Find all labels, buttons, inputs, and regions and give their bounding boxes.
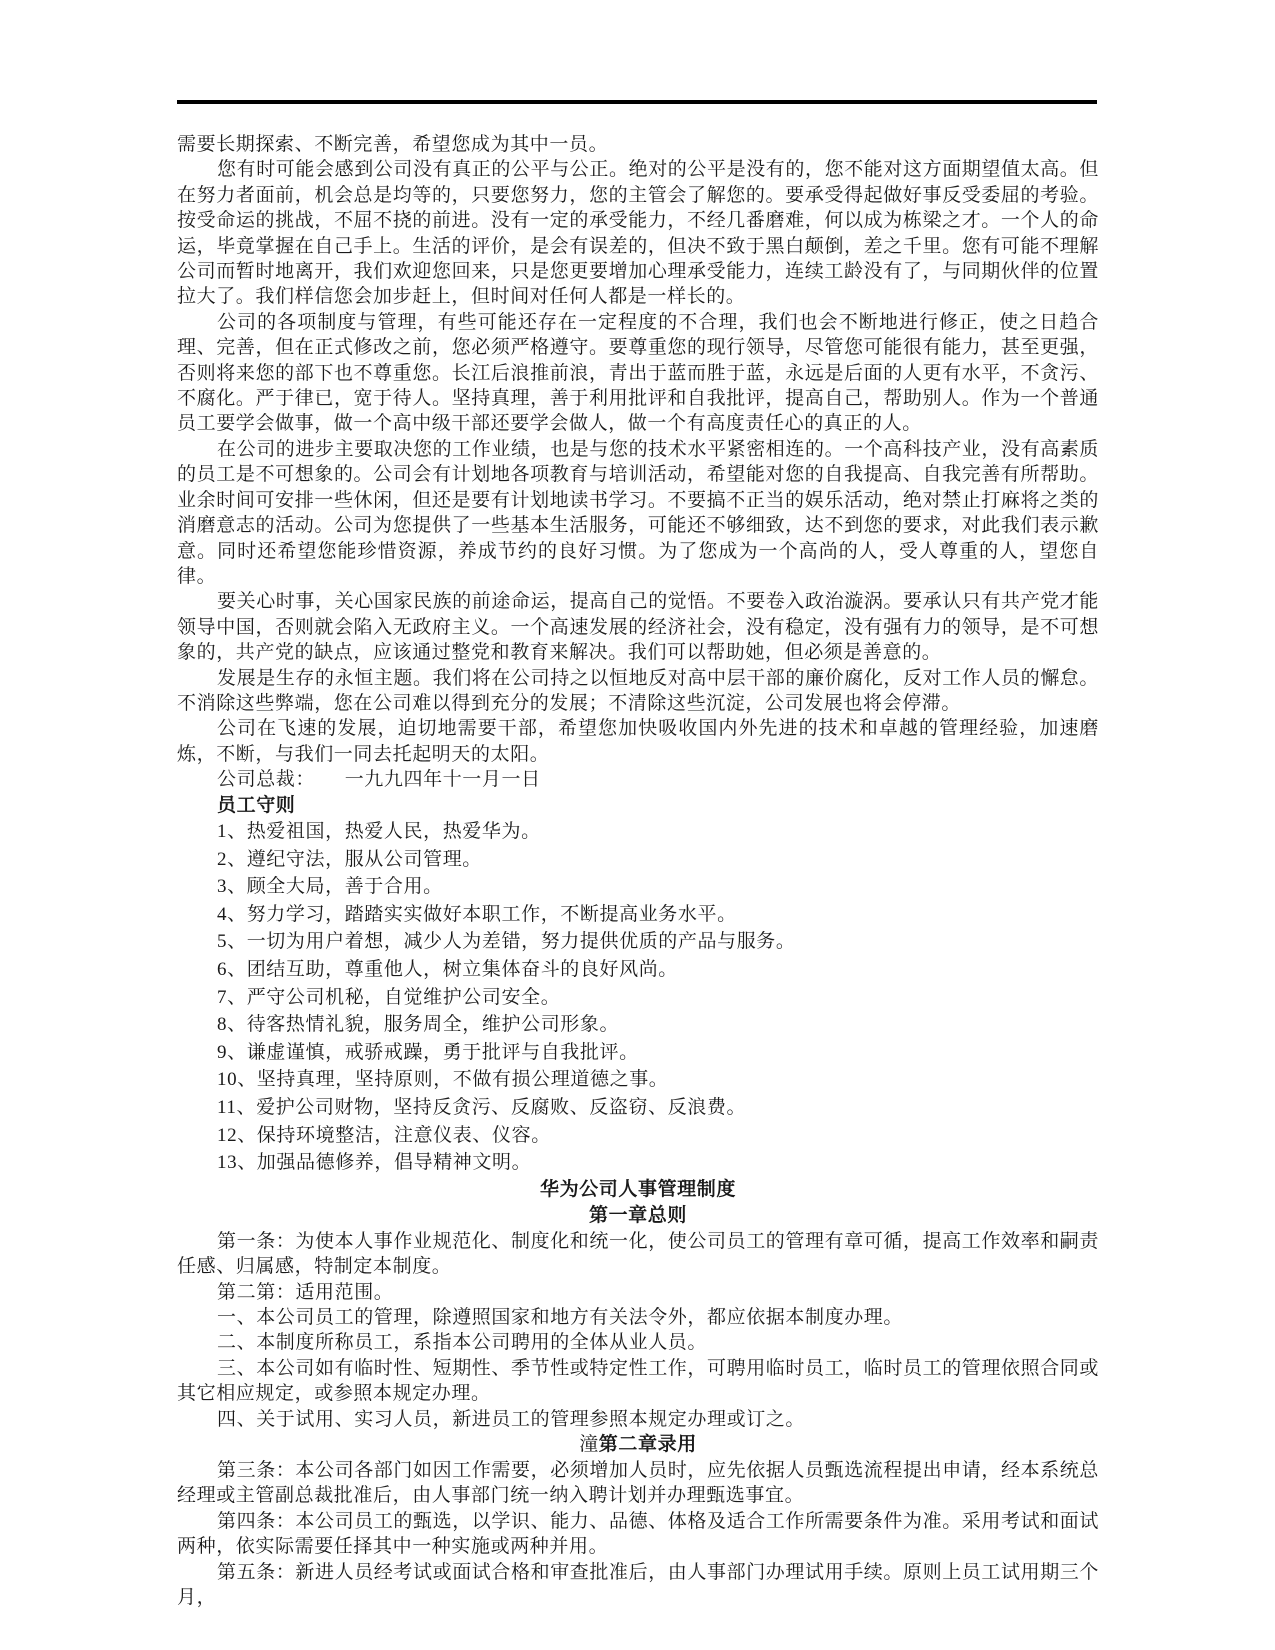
employee-code-item: 9、谦虚谨慎，戒骄戒躁，勇于批评与自我批评。 [217,1041,639,1063]
chapter-1-heading: 第一章总则 [588,1204,687,1226]
intro-paragraph: 公司在飞速的发展，迫切地需要干部，希望您加快吸收国内外先进的技术和卓越的管理经验，加速磨炼，不断，与我们一同去托起明天的太阳。 [177,718,1099,765]
intro-paragraph: 公司的各项制度与管理，有些可能还存在一定程度的不合理，我们也会不断地进行修正，使之日趋合理、完善，但在正式修改之前，您必须严格遵守。要尊重您的现行领导，尽管您可能很有能力，甚至更强，否则将来您的部下也不尊重您。长江后浪推前浪，青出于蓝而胜于蓝，永远是后面的人更有水平，不贪污、不腐化。严于律已，宽于待人。坚持真理，善于利用批评和自我批评，提高自己，帮助别人。作为一个普通员工要学会做事，做一个高中级干部还要学会做人，做一个有高度责任心的真正的人。 [177,311,1099,435]
employee-code-item: 1、热爱祖国，热爱人民，热爱华为。 [217,820,541,842]
chapter-2-heading [177,1432,1099,1458]
employee-code-item: 4、努力学习，踏踏实实做好本职工作，不断提高业务水平。 [217,903,737,925]
chapter-1-item: 二、本制度所称员工，系指本公司聘用的全体从业人员。 [217,1332,708,1354]
chapter-1-item: 一、本公司员工的管理，除遵照国家和地方有关法令外，都应依据本制度办理。 [217,1306,904,1328]
employee-code-item: 11、爱护公司财物，坚持反贪污、反腐败、反盗窃、反浪费。 [217,1096,747,1118]
intro-paragraph: 发展是生存的永恒主题。我们将在公司持之以恒地反对高中层干部的廉价腐化，反对工作人员的懈怠。不消除这些弊端，您在公司难以得到充分的发展；不清除这些沉淀，公司发展也将会停滞。 [177,667,1100,714]
employee-code-item: 2、遵纪守法，服从公司管理。 [217,848,482,870]
chapter-1-item: 第二第：适用范围。 [217,1281,394,1303]
hr-policy-title: 华为公司人事管理制度 [539,1178,736,1200]
chapter-1-item: 四、关于试用、实习人员，新进员工的管理参照本规定办理或订之。 [217,1408,806,1430]
intro-paragraph: 在公司的进步主要取决您的工作业绩，也是与您的技术水平紧密相连的。一个高科技产业，没有高素质的员工是不可想象的。公司会有计划地各项教育与培训活动，希望能对您的自我提高、自我完善有所帮助。业余时间可安排一些休闲，但还是要有计划地读书学习。不要搞不正当的娱乐活动，绝对禁止打麻将之类的消磨意志的活动。公司为您提供了一些基本生活服务，可能还不够细致，达不到您的要求，对此我们表示歉意。同时还希望您能珍惜资源，养成节约的良好习惯。为了您成为一个高尚的人，受人尊重的人，望您自律。 [177,438,1100,587]
chapter-2-heading-prefix: 潼 [579,1433,599,1455]
employee-code-item: 8、待客热情礼貌，服务周全，维护公司形象。 [217,1014,620,1036]
employee-code-item: 7、严守公司机秘，自觉维护公司安全。 [217,986,561,1008]
document-body [177,132,1099,1610]
chapter-2-item: 第四条：本公司员工的甄选，以学识、能力、品德、体格及适合工作所需要条件为准。采用考试和面试两种，依实际需要任择其中一种实施或两种并用。 [177,1510,1100,1558]
employee-code-item: 12、保持环境整洁，注意仪表、仪容。 [217,1124,551,1146]
president-signature-line: 公司总裁： 一九九四年十一月一日 [217,769,541,791]
employee-code-item: 5、一切为用户着想，减少人为差错，努力提供优质的产品与服务。 [217,931,796,953]
chapter-2-item: 第三条：本公司各部门如因工作需要，必须增加人员时，应先依据人员甄选流程提出申请，经本系统总经理或主管副总裁批准后，由人事部门统一纳入聘计划并办理甄选事宜。 [177,1459,1100,1507]
chapter-2-item: 第五条：新进人员经考试或面试合格和审查批准后，由人事部门办理试用手续。原则上员工试用期三个月， [177,1561,1100,1608]
employee-code-item: 3、顾全大局，善于合用。 [217,876,443,898]
employee-code-item: 6、团结互助，尊重他人，树立集体奋斗的良好风尚。 [217,958,678,980]
header-rule [177,100,1097,104]
continuation-paragraph: 需要长期探索、不断完善，希望您成为其中一员。 [177,134,609,155]
intro-paragraph: 您有时可能会感到公司没有真正的公平与公正。绝对的公平是没有的，您不能对这方面期望值太高。但在努力者面前，机会总是均等的，只要您努力，您的主管会了解您的。要承受得起做好事反受委屈的考验。按受命运的挑战，不屈不挠的前进。没有一定的承受能力，不经几番磨难，何以成为栋梁之才。一个人的命运，毕竟掌握在自己手上。生活的评价，是会有误差的，但决不致于黑白颠倒，差之千里。您有可能不理解公司而暂时地离开，我们欢迎您回来，只是您更要增加心理承受能力，连续工龄没有了，与同期伙伴的位置拉大了。我们样信您会加步赶上，但时间对任何人都是一样长的。 [177,159,1100,308]
employee-code-title: 员工守则 [217,794,296,816]
employee-code-item: 13、加强品德修养，倡导精神文明。 [217,1152,532,1174]
employee-code-item: 10、坚持真理，坚持原则，不做有损公理道德之事。 [217,1069,669,1091]
chapter-1-item: 第一条：为使本人事作业规范化、制度化和统一化，使公司员工的管理有章可循，提高工作效率和嗣责任感、归属感，特制定本制度。 [177,1230,1100,1278]
intro-paragraph: 要关心时事，关心国家民族的前途命运，提高自己的觉悟。不要卷入政治漩涡。要承认只有共产党才能领导中国，否则就会陷入无政府主义。一个高速发展的经济社会，没有稳定，没有强有力的领导，是不可想象的，共产党的缺点，应该通过整党和教育来解决。我们可以帮助她，但必须是善意的。 [177,591,1100,664]
chapter-2-heading-text: 第二章录用 [598,1433,697,1455]
chapter-1-item: 三、本公司如有临时性、短期性、季节性或特定性工作，可聘用临时员工，临时员工的管理依照合同或其它相应规定，或参照本规定办理。 [177,1357,1100,1405]
